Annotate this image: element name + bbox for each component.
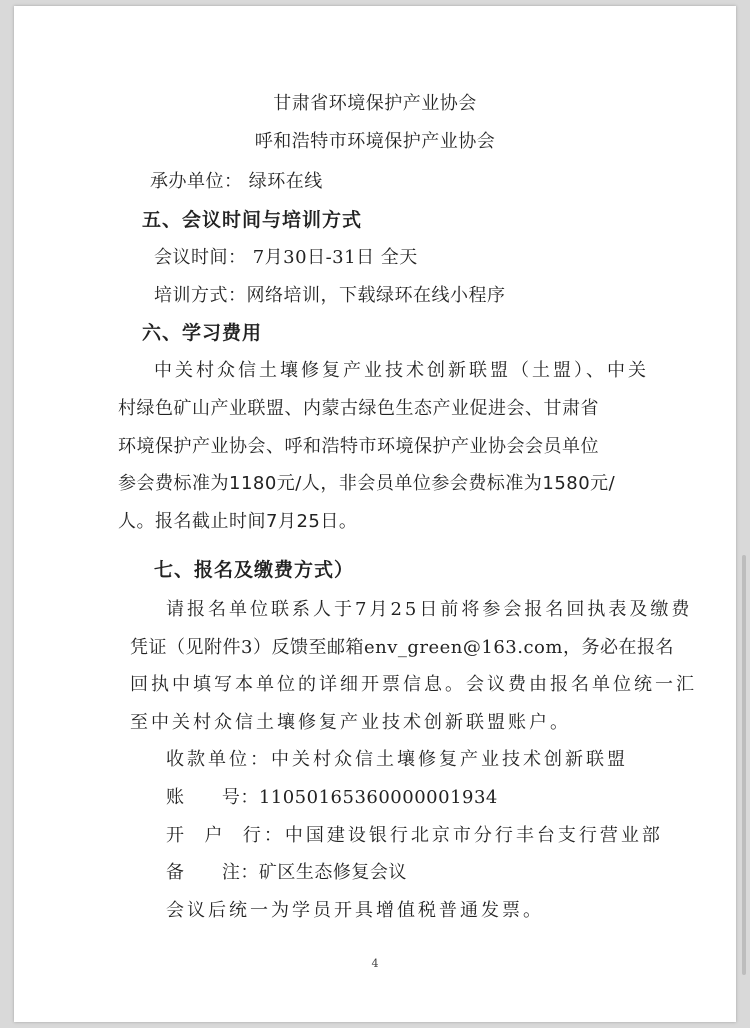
section6-title: 六、学习费用: [142, 322, 263, 344]
page-number: 4: [371, 957, 379, 970]
invoice-line: 会议后统一为学员开具增值税普通发票。: [166, 900, 544, 921]
fee-line-4: 参会费标准为1180元/人，非会员单位参会费标准为1580元/: [118, 473, 616, 494]
fee-line-2: 村绿色矿山产业联盟、内蒙古绿色生态产业促进会、甘肃省: [118, 398, 599, 419]
section7-title: 七、报名及缴费方式）: [154, 559, 355, 581]
registration-line-4: 至中关村众信土壤修复产业技术创新联盟账户。: [130, 712, 571, 733]
registration-line-1: 请报名单位联系人于7月25日前将参会报名回执表及缴费: [166, 599, 693, 620]
org-line-gansu: 甘肃省环境保护产业协会: [273, 93, 477, 114]
registration-line-3: 回执中填写本单位的详细开票信息。会议费由报名单位统一汇: [130, 674, 697, 695]
fee-line-3: 环境保护产业协会、呼和浩特市环境保护产业协会会员单位: [118, 436, 599, 457]
training-method: 培训方式：网络培训，下载绿环在线小程序: [154, 285, 506, 306]
section5-title: 五、会议时间与培训方式: [142, 209, 363, 231]
fee-line-1: 中关村众信土壤修复产业技术创新联盟（土盟）、中关: [154, 360, 649, 381]
remark-line: 备 注：矿区生态修复会议: [166, 862, 407, 883]
fee-line-5: 人。报名截止时间7月25日。: [118, 511, 358, 532]
org-line-hohhot: 呼和浩特市环境保护产业协会: [254, 131, 496, 152]
account-line: 账 号：11050165360000001934: [166, 787, 498, 808]
document-page: [14, 6, 736, 1022]
vertical-scrollbar[interactable]: [742, 555, 746, 975]
registration-line-2: 凭证（见附件3）反馈至邮箱env_green@163.com，务必在报名: [130, 637, 674, 658]
organizer-line: 承办单位： 绿环在线: [150, 171, 323, 192]
payee-line: 收款单位：中关村众信土壤修复产业技术创新联盟: [166, 749, 628, 770]
bank-line: 开 户 行：中国建设银行北京市分行丰台支行营业部: [166, 825, 663, 846]
meeting-time: 会议时间： 7月30日-31日 全天: [154, 247, 418, 268]
